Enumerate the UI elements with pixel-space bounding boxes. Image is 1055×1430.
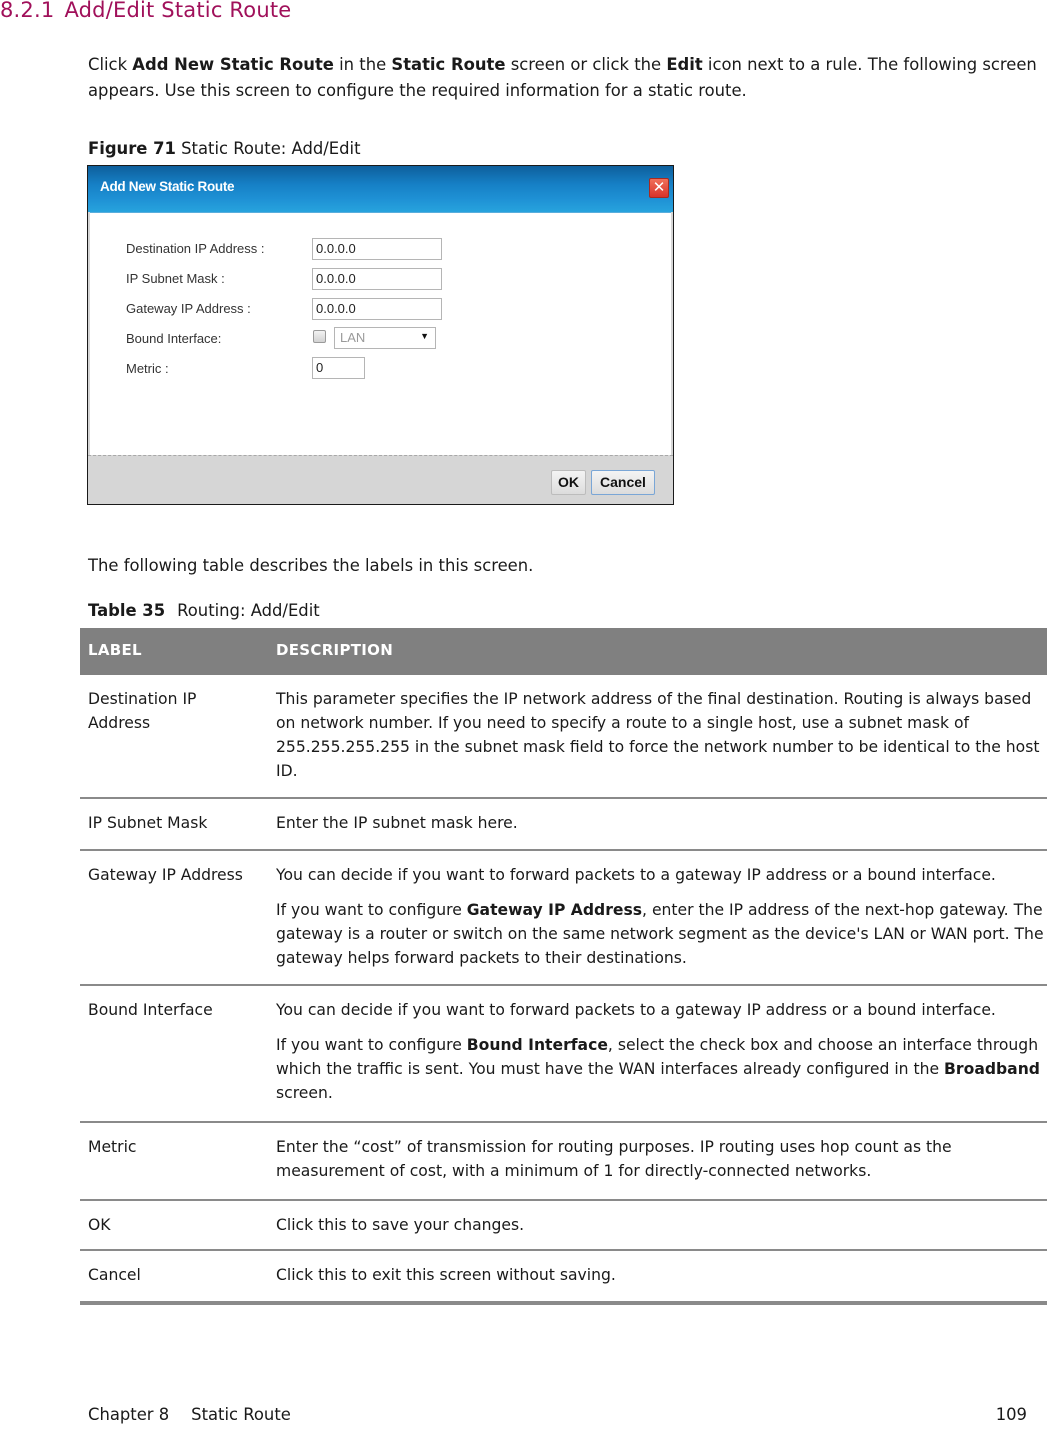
table-row [80,851,1047,986]
dialog-title: Add New Static Route [100,179,235,194]
subnet-mask-label: IP Subnet Mask : [126,271,225,286]
bold-term: Static Route [391,55,506,74]
description-paragraph: If you want to configure Bound Interface, select the check box and choose an interface through which the traffic is sent. You must have the WAN interfaces already configured in the Broadband screen. [276,1036,1040,1102]
intro-paragraph: Click Add New Static Route in the Static Route screen or click the Edit icon next to a rule. The following screen appears. Use this screen to configure the required information for a static route. [88,55,1037,100]
metric-input[interactable]: 0 [312,357,365,379]
table-row [80,986,1047,1123]
table-row [80,675,1047,799]
bold-term: Broadband [944,1060,1040,1078]
description-paragraph: If you want to configure Gateway IP Address, enter the IP address of the next-hop gateway. The gateway is a router or switch on the same network segment as the device's LAN or WAN port. The gateway helps forward packets to their destinations. [276,901,1044,967]
row-description [276,863,1047,970]
description-paragraph: Enter the “cost” of transmission for routing purposes. IP routing uses hop count as the measurement of cost, with a minimum of 1 for directly-connected networks. [276,1138,952,1180]
dropdown-arrow-icon: ▼ [420,331,429,341]
row-description [276,687,1047,783]
table-body [80,675,1047,1305]
chapter-number: Chapter 8 [88,1405,170,1424]
gateway-ip-input[interactable]: 0.0.0.0 [312,298,442,320]
page-number: 109 [995,1405,1027,1424]
description-paragraph: This parameter specifies the IP network address of the final destination. Routing is always based on network number. If you need to specify a route to a single host, use a subnet mask of 255.255.255.255 in the subnet mask field to force the network number to be identical to the host ID. [276,690,1040,780]
row-description [276,1213,1047,1237]
cancel-button[interactable]: Cancel [591,470,655,495]
bold-term: Gateway IP Address [466,901,643,919]
section-heading [0,0,291,22]
table-row [80,799,1047,851]
bound-interface-label: Bound Interface: [126,331,222,346]
table-label: Table 35 [88,601,166,620]
row-label: Cancel [88,1266,141,1284]
bold-term: Bound Interface [466,1036,608,1054]
bound-interface-checkbox[interactable] [313,330,326,343]
description-paragraph: Click this to save your changes. [276,1216,525,1234]
destination-ip-input[interactable]: 0.0.0.0 [312,238,442,260]
figure-caption-text: Static Route: Add/Edit [181,139,361,158]
description-paragraph: Enter the IP subnet mask here. [276,814,518,832]
description-table [80,628,1047,1305]
description-paragraph: You can decide if you want to forward packets to a gateway IP address or a bound interface. [276,1001,996,1019]
table-caption [88,601,320,620]
table-lead-text: The following table describes the labels in this screen. [88,556,534,575]
row-description [276,1135,1047,1183]
row-description [276,811,1047,835]
page-footer-chapter [88,1405,291,1424]
row-label: OK [88,1216,111,1234]
bound-interface-selected: LAN [340,330,366,345]
dialog-body [90,212,671,455]
ok-button[interactable]: OK [551,470,586,495]
description-paragraph: Click this to exit this screen without saving. [276,1266,616,1284]
table-row [80,1123,1047,1201]
row-label: Bound Interface [88,1001,213,1019]
metric-label: Metric : [126,361,169,376]
row-label: Destination IP Address [88,690,197,732]
section-title-text: Add/Edit Static Route [64,0,292,22]
table-header [80,628,1047,675]
table-row [80,1251,1047,1305]
subnet-mask-input[interactable]: 0.0.0.0 [312,268,442,290]
section-number: 8.2.1 [0,0,55,22]
dialog-titlebar [88,166,673,212]
row-label: Gateway IP Address [88,866,243,884]
row-label: IP Subnet Mask [88,814,208,832]
table-caption-text: Routing: Add/Edit [177,601,320,620]
bold-term: Add New Static Route [132,55,334,74]
destination-ip-label: Destination IP Address : [126,241,265,256]
figure-label: Figure 71 [88,139,176,158]
bound-interface-select[interactable] [334,327,436,349]
gateway-ip-label: Gateway IP Address : [126,301,251,316]
close-icon[interactable]: ✕ [649,178,669,198]
row-label: Metric [88,1138,137,1156]
header-description: DESCRIPTION [276,641,394,659]
figure-caption [88,139,361,158]
add-static-route-dialog [87,165,674,505]
chapter-title: Static Route [191,1405,291,1424]
bold-term: Edit [666,55,703,74]
row-description [276,1263,1047,1287]
description-paragraph: You can decide if you want to forward packets to a gateway IP address or a bound interface. [276,866,996,884]
header-label: LABEL [88,641,142,659]
table-row [80,1201,1047,1251]
row-description [276,998,1047,1105]
